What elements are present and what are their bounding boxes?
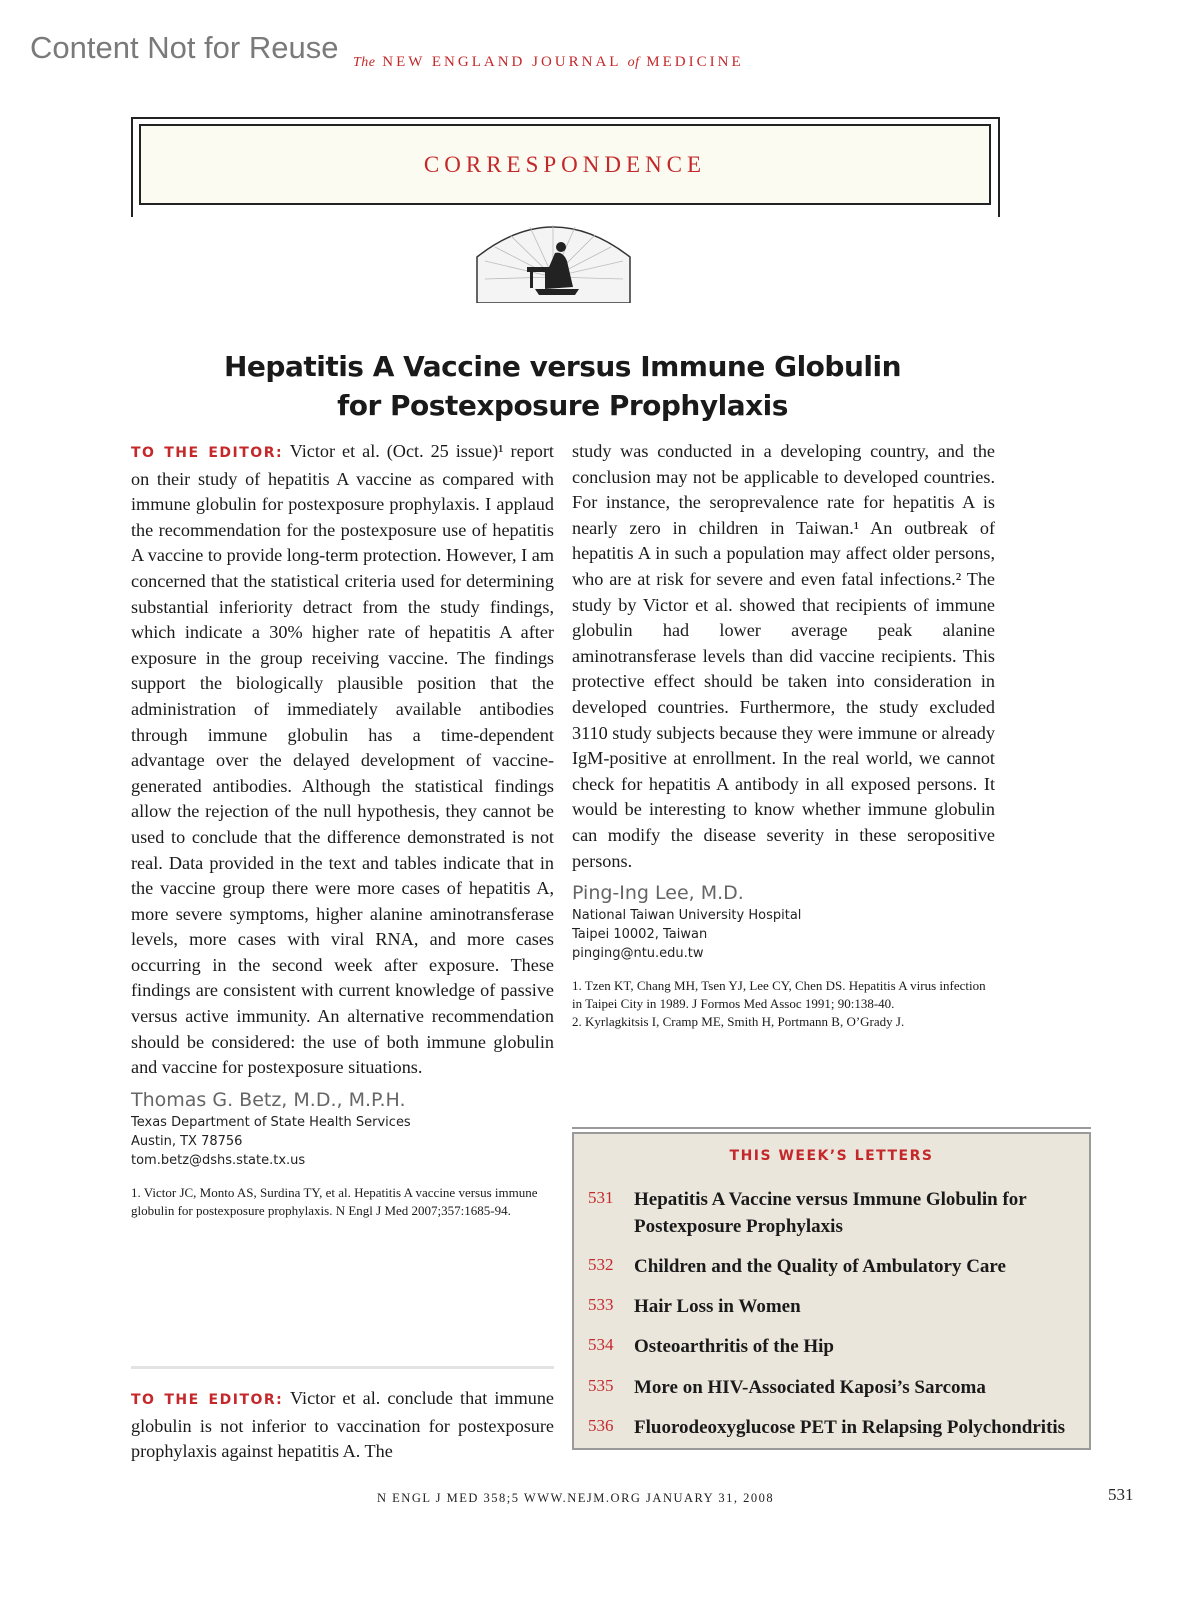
this-weeks-letters	[572, 1132, 1091, 1450]
letter-title: Fluorodeoxyglucose PET in Relapsing Polychondritis	[634, 1417, 1066, 1438]
letter1-ref-1: 1. Victor JC, Monto AS, Surdina TY, et al. Hepatitis A vaccine versus immune globulin for postexposure prophylaxis. N Engl J Med 2007;357:1685-94.	[131, 1184, 538, 1218]
letter-page: 534	[588, 1335, 614, 1354]
letter-divider	[131, 1366, 554, 1369]
headline-line-1: Hepatitis A Vaccine versus Immune Globulin	[223, 350, 902, 383]
headline-line-2: for Postexposure Prophylaxis	[337, 389, 788, 422]
letter1-text: Victor et al. (Oct. 25 issue)¹ report on their study of hepatitis A vaccine as compared with immune globulin for postexposure prophylaxis. I applaud the recommendation for the postexposure use of hepatitis A vaccine to provide long-term protection. However, I am concerned that the statistical criteria used for determining substantial inferiority detract from the study findings, which indicate a 30% higher rate of hepatitis A after exposure in the group receiving vaccine. The findings support the biologically plausible position that the administration of immediately available antibodies through immune globulin has a time-dependent advantage over the delayed development of vaccine-generated antibodies. Although the statistical findings allow the rejection of the null hypothesis, they cannot be used to conclude that the difference demonstrated is not real. Data provided in the text and tables indicate that in the vaccine group there were more cases of hepatitis A, more severe symptoms, higher alanine aminotransferase levels, more cases with viral RNA, and more cases occurring in the second week after exposure. These findings are consistent with current knowledge of passive versus active immunity. An alternative recommendation should be considered: the use of both immune globulin and vaccine for postexposure situations.	[131, 441, 554, 1078]
letter1-references	[131, 1184, 554, 1220]
letter-title: More on HIV-Associated Kaposi’s Sarcoma	[634, 1377, 986, 1398]
letter2-label: TO THE EDITOR:	[131, 1392, 284, 1408]
letter2-author: Ping-Ing Lee, M.D.	[572, 882, 744, 905]
letter-page: 536	[588, 1416, 614, 1435]
journal-the: The	[353, 55, 376, 70]
section-banner	[139, 124, 991, 205]
left-column	[131, 439, 554, 1220]
letter2-body-b: study was conducted in a developing country, and the conclusion may not be applicable to developed countries. For instance, the seroprevalence rate for hepatitis A is nearly zero in children in Taiwan.¹ An outbreak of hepatitis A in such a population may affect older persons, who are at risk for severe and even fatal infections.² The study by Victor et al. showed that recipients of immune globulin had lower average peak alanine aminotransferase levels than did vaccine recipients. This protective effect should be taken into consideration in developed countries. Furthermore, the study excluded 3110 study subjects because they were immune or already IgM-positive at enrollment. In the real world, we cannot check for hepatitis A antibody in all exposed persons. It would be interesting to know whether immune globulin can modify the disease severity in these seropositive persons.	[572, 441, 995, 871]
letter1-author: Thomas G. Betz, M.D., M.P.H.	[131, 1088, 406, 1111]
letter-page: 531	[588, 1188, 614, 1207]
letter-page: 533	[588, 1295, 614, 1314]
letter1-email: tom.betz@dshs.state.tx.us	[131, 1152, 306, 1168]
letters-box-rule	[572, 1127, 1091, 1129]
letters-heading: THIS WEEK’S LETTERS	[729, 1148, 934, 1164]
letter2-references	[572, 977, 995, 1031]
letter1-body	[131, 439, 554, 1081]
journal-name-a: NEW ENGLAND JOURNAL	[382, 54, 621, 70]
emblem-icon	[475, 217, 632, 303]
letter-title: Osteoarthritis of the Hip	[634, 1336, 835, 1357]
letter1-affil1: Texas Department of State Health Services	[131, 1114, 411, 1130]
letter1-label: TO THE EDITOR:	[131, 445, 284, 461]
letter-page: 535	[588, 1376, 614, 1395]
letter-title: Hair Loss in Women	[634, 1296, 801, 1317]
letter2-affil2: Taipei 10002, Taiwan	[572, 927, 708, 943]
letter2-body-a	[131, 1386, 554, 1465]
letter-page: 532	[588, 1255, 614, 1274]
journal-name	[353, 54, 744, 71]
letter1-affil2: Austin, TX 78756	[131, 1133, 243, 1149]
watermark: Content Not for Reuse	[30, 30, 339, 65]
letter2-email: pinging@ntu.edu.tw	[572, 946, 704, 962]
right-column	[572, 439, 995, 1031]
letter2-text-a: Victor et al. conclude that immune globulin is not inferior to vaccination for postexposure prophylaxis against hepatitis A. The	[131, 1388, 554, 1462]
journal-name-b: MEDICINE	[646, 54, 744, 70]
letter2-start	[131, 1386, 554, 1465]
page-footer: N ENGL J MED 358;5 WWW.NEJM.ORG JANUARY 31, 2008	[377, 1491, 775, 1505]
section-title: CORRESPONDENCE	[423, 152, 707, 177]
page-number: 531	[1108, 1485, 1134, 1504]
letter-title: Hepatitis A Vaccine versus Immune Globulin for Postexposure Prophylaxis	[634, 1189, 1027, 1237]
journal-of: of	[627, 55, 640, 70]
letter2-ref-2: 2. Kyrlagkitsis I, Cramp ME, Smith H, Portmann B, O’Grady J.	[572, 1014, 905, 1030]
letter2-affil1: National Taiwan University Hospital	[572, 908, 802, 924]
letter-title: Children and the Quality of Ambulatory Care	[634, 1256, 1006, 1277]
letter2-ref-1: 1. Tzen KT, Chang MH, Tsen YJ, Lee CY, Chen DS. Hepatitis A virus infection in Taipei City in 1989. J Formos Med Assoc 1991; 90:138-40.	[572, 978, 986, 1012]
